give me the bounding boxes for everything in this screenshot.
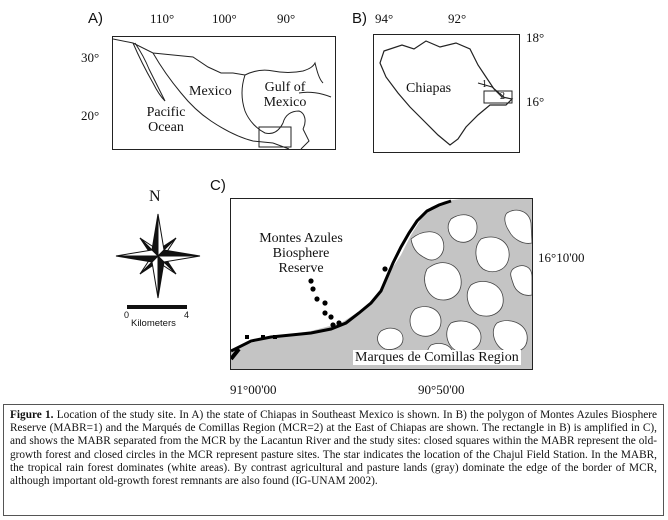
panel-a-lon-tick-110: 110° [150,11,175,26]
panel-a-lon-tick-100: 100° [212,11,237,26]
panel-a-lat-tick-30: 30° [81,50,100,65]
caption-label: Figure 1. [10,409,54,421]
panel-c-lon-tick-91: 91°00'00 [230,382,277,397]
figure-caption [3,404,664,516]
panel-c-label: C) [210,177,226,194]
region-mark-1: 1 [482,79,487,90]
scale-bar [127,305,187,309]
panel-c-lon-tick-90-50: 90°50'00 [418,382,465,397]
panel-b-map [373,34,520,153]
scale-bar-unit-label: Kilometers [131,318,176,329]
panel-c-map [230,198,533,370]
north-label: N [149,188,161,205]
panel-b-lat-tick-16: 16° [526,94,545,109]
place-label-mexico: Mexico [189,84,232,99]
place-label-marques-de-comillas: Marques de Comillas Region [355,350,519,365]
panel-a-lon-tick-90: 90° [277,11,296,26]
scale-bar-start-label: 0 [124,310,130,320]
region-mark-2: 2 [500,91,505,102]
panel-b-label: B) [352,10,367,27]
panel-b-lon-tick-94: 94° [375,11,394,26]
compass-rose-icon [112,210,204,302]
panel-a-map [112,36,336,150]
panel-c-lat-tick: 16°10'00 [538,250,585,265]
place-label-montes-azules: Montes Azules Biosphere Reserve [259,231,343,276]
study-site-map-graphic [231,199,532,369]
place-label-pacific-ocean: Pacific Ocean [146,105,186,135]
place-label-chiapas: Chiapas [406,81,452,96]
panel-a-label: A) [88,10,103,27]
scale-bar-end-label: 4 [184,310,190,320]
panel-a-lat-tick-20: 20° [81,108,100,123]
panel-b-lat-tick-18: 18° [526,30,545,45]
caption-text: Location of the study site. In A) the state of Chiapas in Southeast Mexico is shown. In B) the polygon of Montes Azules Biosphere Reserve (MABR=1) and the Marqués de Comillas Region (MCR=2) at the East of Chiapas are shown. The rectangle in B) is amplified in C), and shows the MABR separated from the MCR by the Lacantun River and the study sites: closed squares within the MABR represent the old-growth forest and closed circles in the MCR represent pasture sites. The star indicates the location of the Chajul Field Station. In the MABR, the tropical rain forest dominates (white areas). By contrast agricultural and pasture lands (gray) dominate the edge of the border of MCR, although important old-growth forest remnants are also found (IG-UNAM 2002). [10,409,658,488]
place-label-gulf-of-mexico: Gulf of Mexico [263,80,307,110]
panel-b-lon-tick-92: 92° [448,11,467,26]
